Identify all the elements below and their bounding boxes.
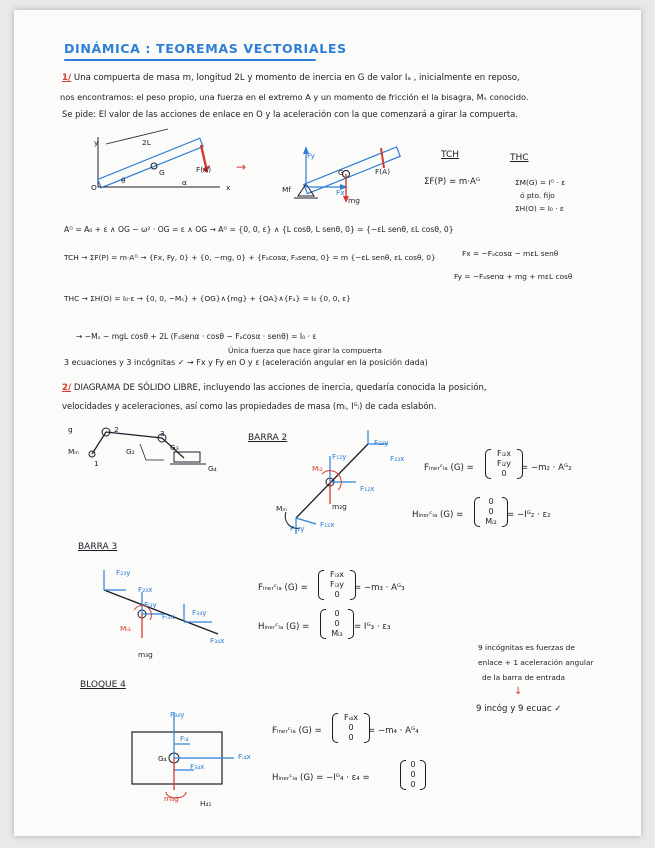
page-title: DINÁMICA : TEOREMAS VECTORIALES: [64, 41, 347, 56]
thc-equation-g: ΣM(G) = Iᴳ · ε: [515, 178, 566, 187]
fig1-y-label: y: [94, 138, 99, 147]
problem1-number: 1/: [62, 73, 72, 83]
barra2-fi2x: F₁₂x: [360, 484, 375, 493]
mech-g2: G₂: [126, 447, 135, 456]
arrow-to-dsl: →: [236, 160, 247, 174]
barra3-mi3: Mᵢ₃: [120, 624, 131, 633]
barra2-fi2y: F₁₂y: [332, 452, 347, 461]
barra2-mv-0: 0: [488, 497, 494, 506]
fig1-alpha-label: α: [182, 178, 187, 187]
barra2-finercia-label: Fᵢₙₑᵣᶜᵢₐ (G) =: [424, 463, 474, 473]
result-fy: Fy = −Fₐsenα + mg + mεL cosθ: [454, 272, 573, 281]
problem1-text1: Una compuerta de masa m, longitud 2L y momento de inercia en G de valor Iₐ , inicialmente en reposo,: [73, 73, 520, 83]
barra3-mv-2: Mᵢ₃: [331, 629, 343, 638]
bloque4-fv-1: 0: [348, 723, 354, 732]
barra2-f23x: F₂₃x: [390, 454, 405, 463]
thc-heading: THC: [510, 153, 529, 163]
mech-node-2: 2: [114, 425, 119, 434]
barra3-fv-1: Fᵢ₃y: [330, 580, 344, 589]
title-underline: [64, 59, 316, 61]
barra2-minercia-vector: [480, 497, 502, 527]
barra3-heading: BARRA 3: [78, 542, 118, 552]
notebook-page: [14, 10, 641, 836]
side-note-arrow: ↓: [514, 686, 523, 697]
bloque4-fi4x: Fᵢ₄x: [238, 752, 251, 761]
barra2-finercia-rhs: = −m₂ · Aᴳ₂: [521, 463, 572, 473]
barra2-mv-1: 0: [488, 507, 494, 516]
problem1-line2: nos encontramos: el peso propio, una fuerza en el extremo A y un momento de fricción el la bisagra, Mₛ conocido.: [60, 92, 529, 102]
barra2-mv-2: Mᵢ₂: [485, 517, 497, 526]
bloque4-g4: G₄: [158, 754, 167, 763]
thc-equation-o: ΣH(O) = I₀ · ε: [515, 204, 564, 213]
fig2-fa-label: F(A): [375, 167, 391, 176]
barra2-f12x: F₁₂x: [320, 520, 335, 529]
equation-thc: THC → ΣH(O) = I₀·ε → {0, 0, −Mₛ} + {OG}∧{mg} + {OA}∧{Fₐ} = I₀ {0, 0, ε}: [64, 294, 351, 303]
mech-motor-label: Mₘ: [68, 447, 79, 456]
equation-moment: → −Mₛ − mgL cosθ + 2L (Fₐsenα · cosθ − Fₐcosα · senθ) = I₀ · ε: [76, 332, 317, 341]
barra2-mi2: Mᵢ₂: [312, 464, 323, 473]
problem2-line1: [62, 383, 487, 393]
barra2-heading: BARRA 2: [248, 433, 288, 443]
equation-tch: TCH → ΣF(P) = m·Aᴳ → {Fx, Fy, 0} + {0, −mg, 0} + {Fₐcosα, Fₐsenα, 0} = m {−εL senθ, εL cosθ, 0}: [64, 253, 436, 262]
barra2-f23y: F₂₃y: [374, 438, 389, 447]
mech-gravity-label: g: [68, 425, 73, 434]
barra3-mv-1: 0: [334, 619, 340, 628]
mechanism-sketch: [66, 424, 226, 474]
barra3-f23x: F₂₃x: [138, 585, 153, 594]
mech-node-3: 3: [160, 429, 165, 438]
fig1-x-label: x: [226, 183, 231, 192]
side-note-line1: 9 incógnitas es fuerzas de: [478, 643, 575, 652]
tch-equation: ΣF(P) = m·Aᴳ: [424, 177, 481, 187]
bloque4-mv-0: 0: [410, 760, 416, 769]
barra3-fv-0: Fᵢ₃x: [330, 570, 344, 579]
mech-g3: G₃: [170, 443, 179, 452]
problem2-text1: DIAGRAMA DE SÓLIDO LIBRE, incluyendo las acciones de inercia, quedaría conocida la posición,: [73, 383, 487, 393]
result-fx: Fx = −Fₐcosα − mεL senθ: [462, 249, 559, 258]
fig1-o-label: O: [91, 183, 97, 192]
bloque4-finercia-rhs: = −m₄ · Aᴳ₄: [368, 726, 419, 736]
fig1-length-label: 2L: [142, 138, 151, 147]
bloque4-heading: BLOQUE 4: [80, 680, 126, 690]
barra3-minercia-vector: [326, 609, 348, 639]
barra3-finercia-rhs: = −m₃ · Aᴳ₃: [354, 583, 405, 593]
mech-g4: G₄: [208, 464, 217, 473]
barra3-minercia-label: Hᵢₙₑᵣᶜᵢₐ (G) =: [258, 622, 310, 632]
bloque4-f34y: F₃₄y: [170, 710, 185, 719]
bloque4-m4g: m₄g: [164, 794, 179, 803]
barra3-minercia-rhs: = Iᴳ₃ · ε₃: [354, 622, 391, 632]
fig2-mg-label: mg: [348, 196, 360, 205]
barra3-f34y: F₃₄y: [192, 608, 207, 617]
bloque4-f34x: F₃₄x: [190, 762, 205, 771]
barra3-mv-0: 0: [334, 609, 340, 618]
problem2-number: 2/: [62, 383, 72, 393]
barra2-minercia-label: Hᵢₙₑᵣᶜᵢₐ (G) =: [412, 510, 464, 520]
problem1-line3: Se pide: El valor de las acciones de enlace en O y la aceleración con la que comenzará a girar la compuerta.: [62, 109, 518, 119]
bloque4-finercia-vector: [338, 713, 364, 743]
barra2-minercia-rhs: = −Iᴳ₂ · ε₂: [507, 510, 551, 520]
fig2-fy-label: Fy: [307, 151, 315, 160]
barra3-f23y: F₂₃y: [116, 568, 131, 577]
bloque4-minercia-label: Hᵢₙₑᵣᶜᵢₐ (G) = −Iᴳ₄ · ε₄ =: [272, 773, 370, 783]
mech-node-1: 1: [94, 459, 99, 468]
fig1-theta-label: θ: [121, 176, 126, 185]
barra3-fv-2: 0: [334, 590, 340, 599]
barra2-f12y: F₁₂y: [290, 524, 305, 533]
barra3-fi3x: Fᵢ₃x: [162, 612, 175, 621]
problem2-line2: velocidades y aceleraciones, así como las propiedades de masa (mᵢ, Iᴳᵢ) de cada eslabón.: [62, 401, 437, 411]
bloque4-minercia-vector: [406, 760, 420, 790]
barra3-finercia-label: Fᵢₙₑᵣᶜᵢₐ (G) =: [258, 583, 308, 593]
bloque4-h41: H₄₁: [200, 799, 212, 808]
fig2-g-label: G: [338, 168, 344, 177]
bloque4-fv-2: 0: [348, 733, 354, 742]
barra2-mm: Mₘ: [276, 504, 287, 513]
fig1-fa-label: F(A): [196, 165, 212, 174]
barra3-f34x: F₃₄x: [210, 636, 225, 645]
barra2-diagram: [276, 436, 396, 536]
note-unique-force: Única fuerza que hace girar la compuerta: [228, 346, 382, 355]
fa-arrow: [201, 145, 206, 167]
barra2-finercia-vector: [491, 449, 517, 479]
summary-line: 3 ecuaciones y 3 incógnitas ✓ → Fx y Fy en O y ε (aceleración angular en la posición dada): [64, 358, 428, 367]
barra3-fi3y: Fᵢ₃y: [144, 600, 157, 609]
equation-acceleration: Aᴳ = A₀ + ε ∧ OG − ω² · OG = ε ∧ OG → Aᴳ = {0, 0, ε} ∧ {L cosθ, L senθ, 0} = {−εL senθ, εL cosθ, 0}: [64, 225, 454, 234]
problem1-line1: [62, 73, 520, 83]
fig1-g-label: G: [159, 168, 165, 177]
bloque4-finercia-label: Fᵢₙₑᵣᶜᵢₐ (G) =: [272, 726, 322, 736]
barra3-finercia-vector: [324, 570, 350, 600]
bloque4-fi4: Fᵢ₄: [180, 734, 189, 743]
side-note-line2: enlace + 1 aceleración angular: [478, 658, 594, 667]
bloque4-fv-0: Fᵢ₄x: [344, 713, 358, 722]
barra2-fv-2: 0: [501, 469, 507, 478]
tch-heading: TCH: [441, 150, 460, 160]
fig2-mf-label: Mf: [282, 185, 291, 194]
fig2-fx-label: Fx: [336, 188, 345, 197]
barra2-fv-0: Fᵢ₂x: [497, 449, 511, 458]
bloque4-mv-2: 0: [410, 780, 416, 789]
barra2-m2g: m₂g: [332, 502, 347, 511]
barra2-fv-1: Fᵢ₂y: [497, 459, 511, 468]
bloque4-mv-1: 0: [410, 770, 416, 779]
side-note-result: 9 incóg y 9 ecuac ✓: [476, 704, 562, 714]
thc-fixed-point: ó pto. fijo: [520, 191, 555, 200]
barra3-m3g: m₃g: [138, 650, 153, 659]
side-note-line3: de la barra de entrada: [482, 673, 566, 682]
